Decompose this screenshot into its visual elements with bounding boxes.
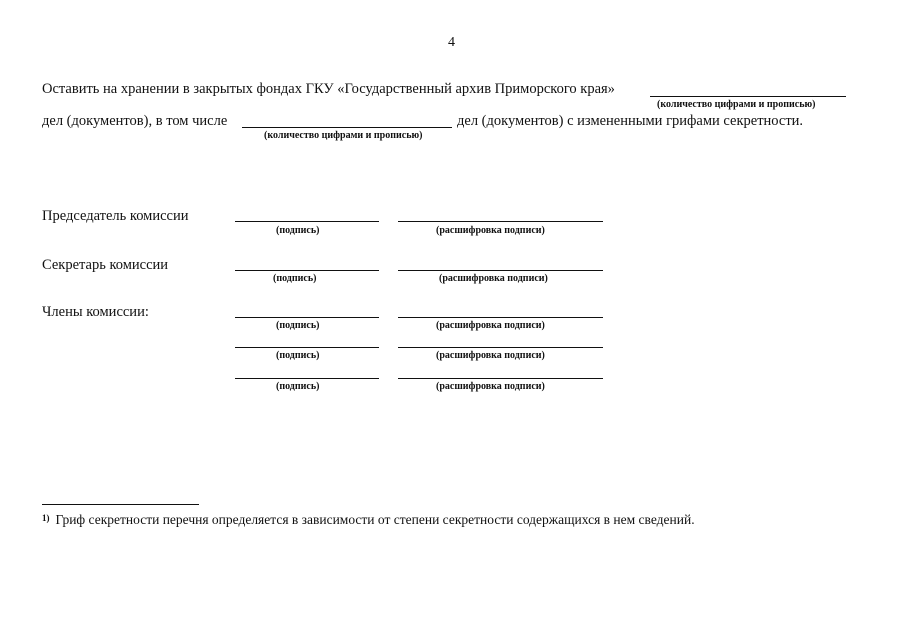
secretary-decoding-line	[398, 270, 603, 271]
member-3-decoding-caption: (расшифровка подписи)	[436, 381, 545, 392]
member-1-decoding-caption: (расшифровка подписи)	[436, 320, 545, 331]
chairman-signature-caption: (подпись)	[276, 225, 320, 236]
secretary-signature-caption: (подпись)	[273, 273, 317, 284]
secretary-decoding-caption: (расшифровка подписи)	[439, 273, 548, 284]
chairman-decoding-line	[398, 221, 603, 222]
footnote-marker: 1)	[42, 513, 50, 523]
footnote-text: Гриф секретности перечня определяется в зависимости от степени секретности содержащихся в нем сведений.	[55, 512, 695, 527]
quantity-blank-1	[650, 96, 846, 97]
member-1-decoding-line	[398, 317, 603, 318]
footnote	[42, 512, 695, 528]
quantity-caption-2: (количество цифрами и прописью)	[264, 130, 423, 141]
paragraph-line-2-start: дел (документов), в том числе	[42, 113, 228, 129]
paragraph-line-2-end: дел (документов) с измененными грифами секретности.	[457, 113, 804, 129]
chairman-decoding-caption: (расшифровка подписи)	[436, 225, 545, 236]
secretary-label: Секретарь комиссии	[42, 257, 169, 273]
secretary-signature-line	[235, 270, 379, 271]
member-2-signature-line	[235, 347, 379, 348]
footnote-rule	[42, 504, 199, 505]
chairman-signature-line	[235, 221, 379, 222]
member-2-decoding-caption: (расшифровка подписи)	[436, 350, 545, 361]
member-1-signature-line	[235, 317, 379, 318]
page-number: 4	[448, 35, 455, 50]
member-1-signature-caption: (подпись)	[276, 320, 320, 331]
chairman-label: Председатель комиссии	[42, 208, 189, 224]
member-2-decoding-line	[398, 347, 603, 348]
member-3-signature-line	[235, 378, 379, 379]
quantity-blank-2	[242, 127, 452, 128]
quantity-caption-1: (количество цифрами и прописью)	[657, 99, 816, 110]
member-3-signature-caption: (подпись)	[276, 381, 320, 392]
paragraph-line-1: Оставить на хранении в закрытых фондах ГКУ «Государственный архив Приморского края»	[42, 81, 615, 97]
members-label: Члены комиссии:	[42, 304, 149, 320]
member-2-signature-caption: (подпись)	[276, 350, 320, 361]
member-3-decoding-line	[398, 378, 603, 379]
